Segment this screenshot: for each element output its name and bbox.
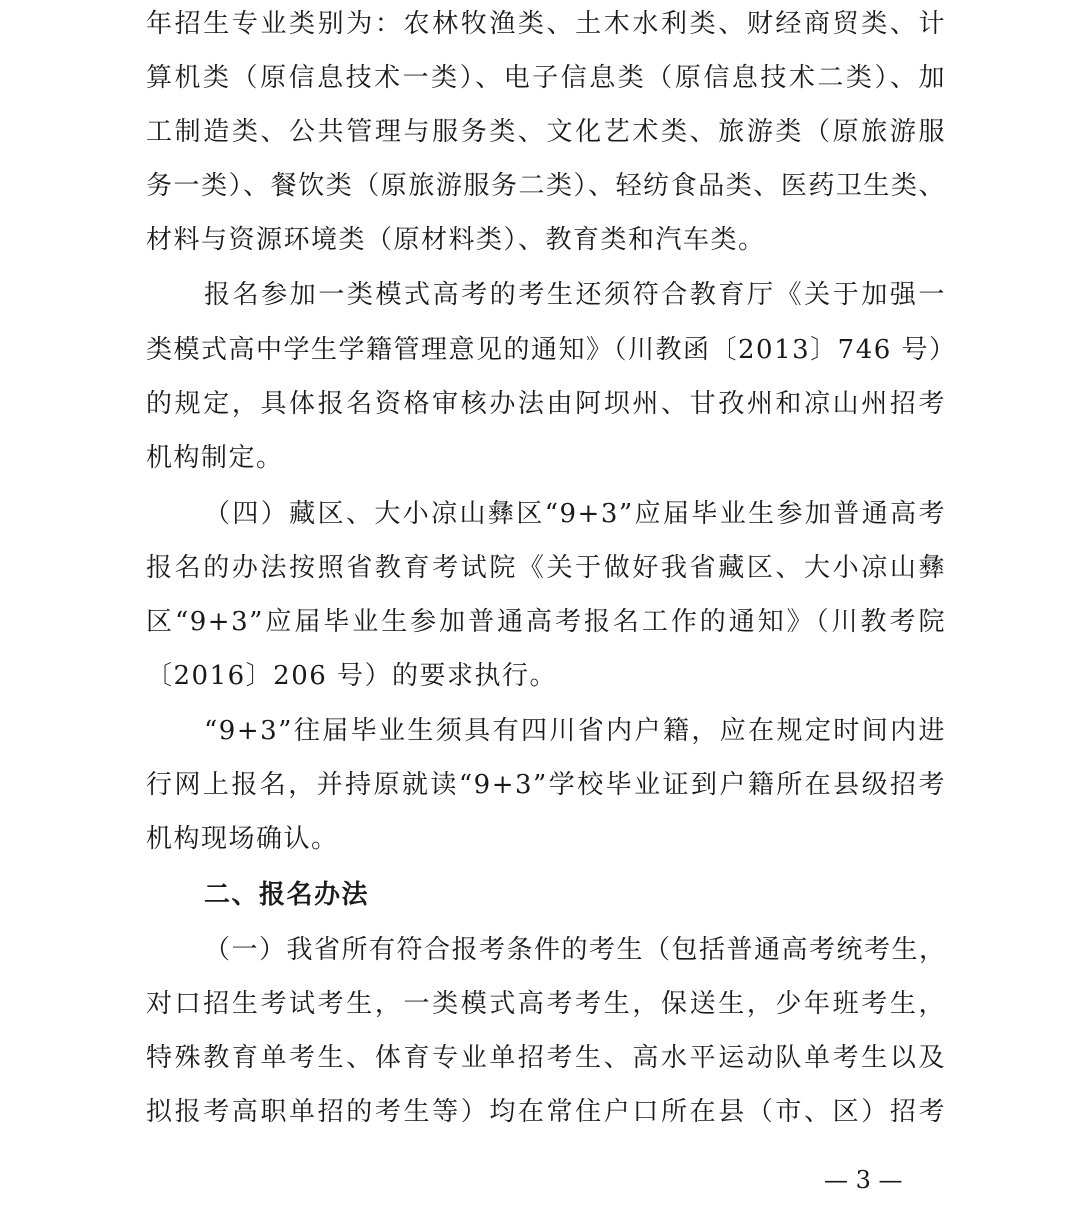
body-text-line: 务一类）、餐饮类（原旅游服务二类）、轻纺食品类、医药卫生类、 xyxy=(146,171,946,201)
body-text-line: 〔2016〕206 号）的要求执行。 xyxy=(146,661,558,691)
document-page xyxy=(146,0,957,1208)
body-text-line: 区“9+3”应届毕业生参加普通高考报名工作的通知》（川教考院 xyxy=(146,607,946,637)
section-heading: 二、报名办法 xyxy=(204,880,370,910)
body-text-line: （一）我省所有符合报考条件的考生（包括普通高考统考生， xyxy=(204,935,947,965)
body-text-line: 材料与资源环境类（原材料类）、教育类和汽车类。 xyxy=(146,225,766,255)
body-text-line: 报名参加一类模式高考的考生还须符合教育厅《关于加强一 xyxy=(204,280,946,310)
body-text-line: 对口招生考试考生，一类模式高考考生，保送生，少年班考生， xyxy=(146,989,946,1019)
body-text-line: 报名的办法按照省教育考试院《关于做好我省藏区、大小凉山彝 xyxy=(146,553,946,583)
body-text-line: 特殊教育单考生、体育专业单招考生、高水平运动队单考生以及 xyxy=(146,1043,946,1073)
body-text-line: 机构制定。 xyxy=(146,443,284,473)
body-text-line: 算机类（原信息技术一类）、电子信息类（原信息技术二类）、加 xyxy=(146,63,946,93)
body-text-line: 行网上报名，并持原就读“9+3”学校毕业证到户籍所在县级招考 xyxy=(146,770,946,800)
body-text-line: 类模式高中学生学籍管理意见的通知》（川教函〔2013〕746 号） xyxy=(146,335,957,365)
page-number: — 3 — xyxy=(824,1166,903,1194)
body-text-line: “9+3”往届毕业生须具有四川省内户籍，应在规定时间内进 xyxy=(204,716,946,746)
body-text-line: 的规定，具体报名资格审核办法由阿坝州、甘孜州和凉山州招考 xyxy=(146,389,946,419)
body-text-line: 机构现场确认。 xyxy=(146,824,339,854)
body-text-line: 拟报考高职单招的考生等）均在常住户口所在县（市、区）招考 xyxy=(146,1097,946,1127)
body-text-line: 工制造类、公共管理与服务类、文化艺术类、旅游类（原旅游服 xyxy=(146,117,946,147)
body-text-line: 年招生专业类别为：农林牧渔类、土木水利类、财经商贸类、计 xyxy=(146,9,946,39)
body-text-line: （四）藏区、大小凉山彝区“9+3”应届毕业生参加普通高考 xyxy=(204,499,946,529)
